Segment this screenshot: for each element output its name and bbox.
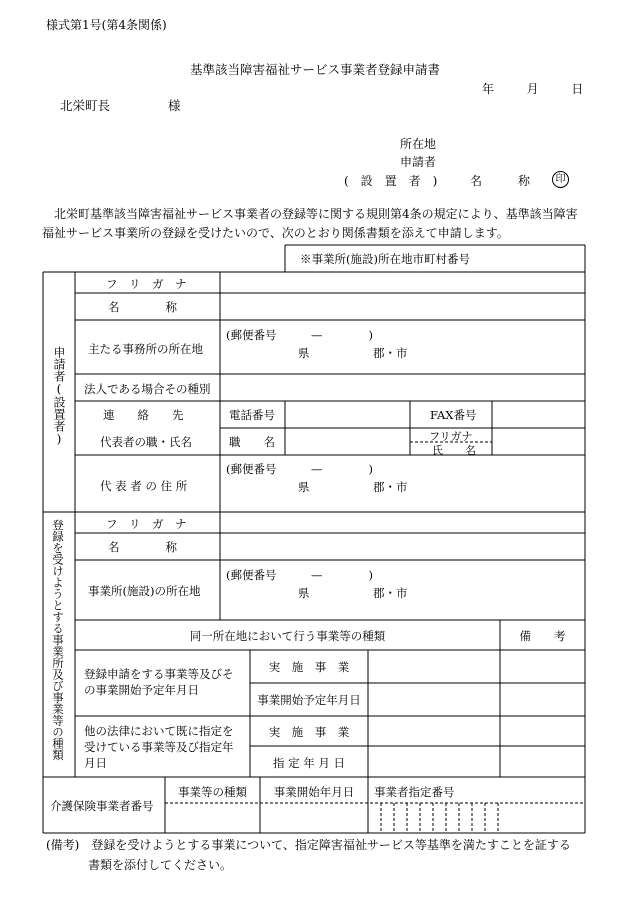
applicant-name-label: 名 称 xyxy=(108,300,177,314)
rep-furigana-label: フリガナ xyxy=(429,430,473,443)
applicant-address-label: 所在地 xyxy=(400,137,437,151)
date-day: 日 xyxy=(571,82,585,96)
date-month: 月 xyxy=(526,82,540,96)
seal-icon: 印 xyxy=(552,171,569,188)
corp-type-field[interactable] xyxy=(220,374,585,401)
designate-date-label: 指 定 年 月 日 xyxy=(272,756,346,770)
position-label: 職 名 xyxy=(229,435,275,449)
founder-label: ( 設 置 者 ) xyxy=(344,174,438,188)
note-text-2: 書類を添付してください。 xyxy=(88,858,233,872)
facility-city: 郡・市 xyxy=(373,586,408,600)
start-date-label: 事業開始予定年月日 xyxy=(257,693,361,707)
implement2-label: 実 施 事 業 xyxy=(268,725,350,739)
facility-side-label: 登録を受けようとする事業所及び事業等の種類 xyxy=(51,519,65,761)
note-line-1 xyxy=(46,836,571,853)
rep-name-label: 氏 名 xyxy=(432,444,476,457)
remarks-header: 備 考 xyxy=(519,629,566,643)
date-year: 年 xyxy=(482,82,496,96)
phone-field[interactable] xyxy=(285,401,410,428)
facility-name-label: 名 称 xyxy=(108,540,177,554)
rep-address-pref: 県 xyxy=(298,480,310,494)
rep-address-label: 代 表 者 の 住 所 xyxy=(100,479,188,493)
rep-title-name-label: 代表者の職・氏名 xyxy=(100,435,192,449)
same-location-header: 同一所在地において行う事業等の種類 xyxy=(189,629,386,643)
addressee-honorific: 様 xyxy=(167,98,181,113)
apply-business-label: 登録申請をする事業等及びその事業開始予定年月日 xyxy=(84,667,234,697)
corp-type-label: 法人である場合その種別 xyxy=(84,382,211,396)
form-number: 様式第1号(第4条関係) xyxy=(46,18,167,32)
note-text-1: 登録を受けようとする事業について、指定障害福祉サービス等基準を満たすことを証する xyxy=(91,838,571,852)
applicant-label: 申請者 xyxy=(400,155,437,169)
addressee-name: 北栄町長 xyxy=(60,98,111,113)
main-office-city: 郡・市 xyxy=(373,346,408,360)
facility-furigana-field[interactable] xyxy=(220,512,585,533)
position-field[interactable] xyxy=(285,428,410,455)
applicant-name-label: 名 称 xyxy=(470,174,531,188)
page-title: 基準該当障害福祉サービス事業者登録申請書 xyxy=(189,62,440,77)
fax-field[interactable] xyxy=(492,401,585,428)
facility-location-label: 事業所(施設)の所在地 xyxy=(88,584,201,598)
main-office-postal[interactable]: (郵便番号 — ) xyxy=(226,328,373,342)
facility-name-field[interactable] xyxy=(220,533,585,560)
municipality-code-field[interactable] xyxy=(485,245,585,272)
implement-label: 実 施 事 業 xyxy=(268,660,350,674)
other-law-label: 他の法律において既に指定を受けている事業等及び指定年月日 xyxy=(84,724,234,770)
contact-label: 連 絡 先 xyxy=(103,408,184,422)
intro-paragraph: 北栄町基準該当障害福祉サービス事業者の登録等に関する規則第4条の規定により、基準該当障害福祉サービス事業所の登録を受けたいので、次のとおり関係書類を添えて申請します。 xyxy=(42,207,578,240)
applicant-side-label: 申請者(設置者) xyxy=(52,346,66,446)
fax-label: FAX番号 xyxy=(430,408,477,422)
note-label: (備考) xyxy=(46,838,80,852)
rep-address-postal[interactable]: (郵便番号 — ) xyxy=(226,462,373,476)
phone-label: 電話番号 xyxy=(229,408,275,422)
kaigo-designation-number-label: 事業者指定番号 xyxy=(374,785,455,799)
kaigo-number-label: 介護保険事業者番号 xyxy=(50,799,154,813)
applicant-name-field[interactable] xyxy=(220,293,585,320)
main-office-label: 主たる事務所の所在地 xyxy=(88,342,203,356)
kaigo-start-label: 事業開始年月日 xyxy=(273,785,355,799)
facility-pref: 県 xyxy=(298,586,310,600)
kaigo-type-label: 事業等の種類 xyxy=(178,785,247,799)
rep-name-field[interactable] xyxy=(492,428,585,455)
facility-furigana-label: フ リ ガ ナ xyxy=(106,517,187,531)
applicant-furigana-label: フ リ ガ ナ xyxy=(106,277,187,291)
facility-postal[interactable]: (郵便番号 — ) xyxy=(226,568,373,582)
rep-address-city: 郡・市 xyxy=(373,480,408,494)
applicant-furigana-field[interactable] xyxy=(220,272,585,293)
main-office-pref: 県 xyxy=(298,346,310,360)
municipality-code-label: ※事業所(施設)所在地市町村番号 xyxy=(300,252,470,266)
